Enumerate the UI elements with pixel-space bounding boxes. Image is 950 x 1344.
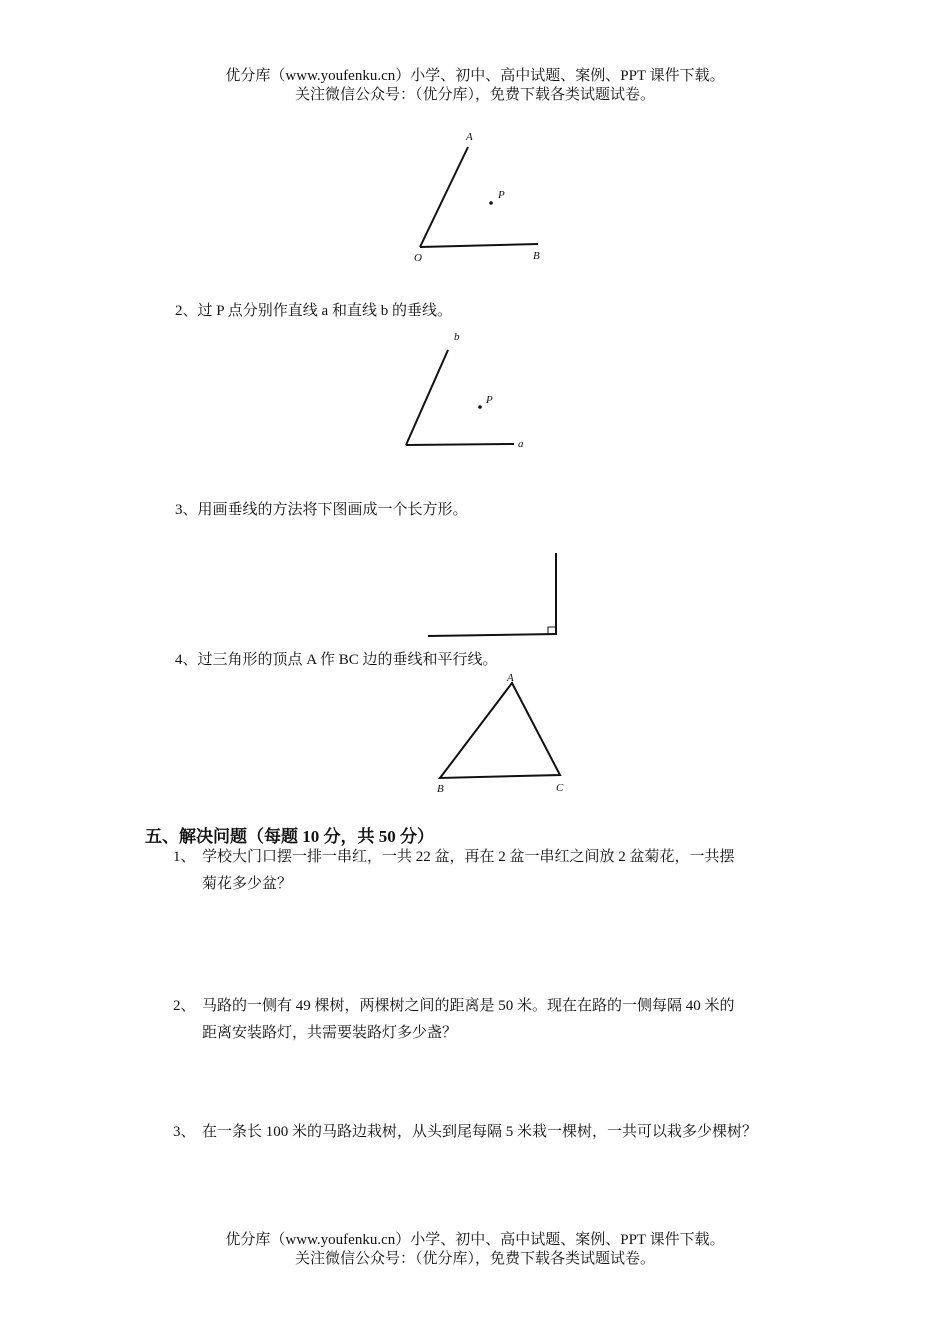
header-line-1: 优分库（www.youfenku.cn）小学、初中、高中试题、案例、PPT 课件下载。 [225,68,725,84]
point-p [489,201,493,205]
right-angle-figure [420,548,570,643]
line-b [406,350,448,445]
label-p: P [486,394,493,406]
page-header [0,67,950,105]
footer-line-1: 优分库（www.youfenku.cn）小学、初中、高中试题、案例、PPT 课件下载。 [225,1232,725,1248]
lines-ab-figure [390,325,540,455]
question-2: 2、过 P 点分别作直线 a 和直线 b 的垂线。 [175,303,452,319]
triangle-abc-figure [425,668,585,798]
page-footer [0,1231,950,1269]
label-b: B [437,783,444,795]
question-4: 4、过三角形的顶点 A 作 BC 边的垂线和平行线。 [175,652,498,668]
label-p: P [498,189,505,201]
label-a: a [518,438,524,450]
label-b: b [454,331,460,343]
problem-text-line-1: 马路的一侧有 49 棵树，两棵树之间的距离是 50 米。现在在路的一侧每隔 40 米的 [202,998,735,1014]
horizontal-side [428,634,557,636]
angle-aob-figure [400,125,560,270]
ray-ob [420,244,538,247]
problem-text-line-1: 学校大门口摆一排一串红，一共 22 盆，再在 2 盆一串红之间放 2 盆菊花，一共摆 [202,849,735,865]
problem-number: 2、 [173,998,196,1014]
problem-text-line-2: 距离安装路灯，共需要装路灯多少盏？ [202,1025,458,1041]
problem-number: 3、 [173,1124,196,1140]
point-p [478,405,482,409]
problem-text-line-2: 菊花多少盆？ [202,876,293,892]
label-a: A [507,672,514,684]
label-a: A [466,131,473,143]
line-a [406,444,514,445]
label-o: O [414,252,422,264]
question-3: 3、用画垂线的方法将下图画成一个长方形。 [175,502,468,518]
label-c: C [556,782,564,794]
ray-oa [420,147,468,247]
header-line-2: 关注微信公众号：（优分库），免费下载各类试题试卷。 [294,87,655,103]
footer-line-2: 关注微信公众号：（优分库），免费下载各类试题试卷。 [294,1251,655,1267]
problem-text-line-1: 在一条长 100 米的马路边栽树，从头到尾每隔 5 米栽一棵树，一共可以栽多少棵树？ [202,1124,758,1140]
problem-number: 1、 [173,849,196,865]
section-5-title: 五、解决问题（每题 10 分，共 50 分） [145,827,434,846]
triangle [440,683,560,778]
right-angle-mark [548,627,556,634]
label-b: B [533,250,540,262]
